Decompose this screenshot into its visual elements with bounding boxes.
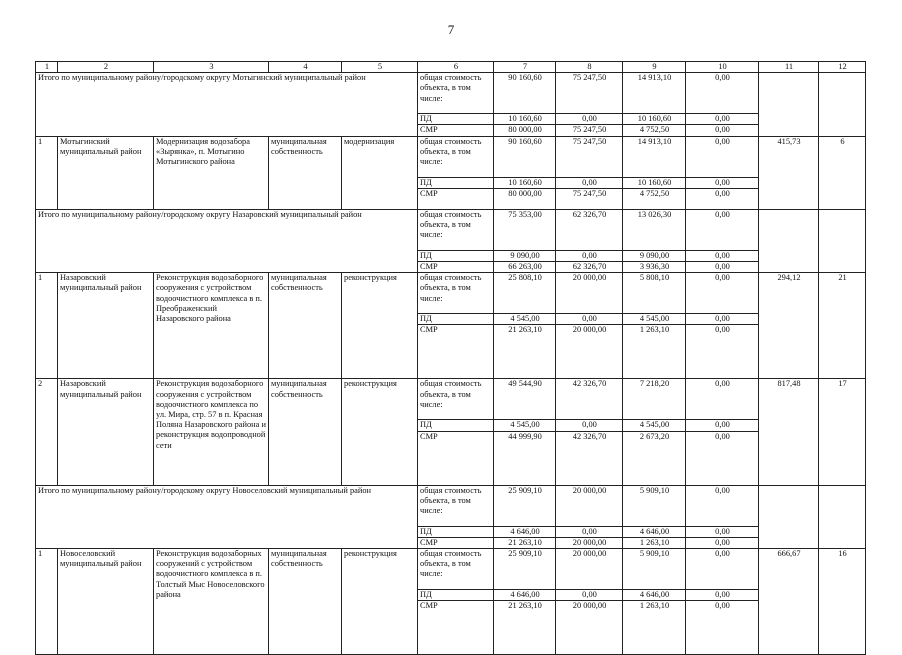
col12-cell: 17	[819, 379, 866, 485]
total-label: общая стоимость объекта, в том числе:	[418, 209, 494, 250]
value-cell: 20 000,00	[556, 485, 623, 526]
value-cell: 0,00	[686, 549, 759, 590]
empty-cell	[759, 209, 819, 272]
ownership-cell: муниципальная собственность	[269, 136, 342, 209]
value-cell: 10 160,60	[623, 177, 686, 188]
object-name-cell: Реконструкция водозаборного сооружения с устройством водоочистного комплекса в п. Преображенский Назаровского района	[154, 273, 269, 379]
item-number: 1	[36, 549, 58, 655]
value-cell: 0,00	[686, 485, 759, 526]
value-cell: 0,00	[686, 537, 759, 548]
investment-table	[35, 61, 866, 655]
value-cell: 9 090,00	[623, 250, 686, 261]
pd-label: ПД	[418, 114, 494, 125]
total-label: общая стоимость объекта, в том числе:	[418, 549, 494, 590]
value-cell: 75 247,50	[556, 188, 623, 209]
value-cell: 10 160,60	[494, 114, 556, 125]
value-cell: 0,00	[686, 188, 759, 209]
value-cell: 0,00	[556, 114, 623, 125]
district-cell: Мотыгинский муниципальный район	[58, 136, 154, 209]
pd-label: ПД	[418, 314, 494, 325]
pd-label: ПД	[418, 177, 494, 188]
object-name-cell: Реконструкция водозаборных сооружений с устройством водоочистного комплекса в п. Толстый Мыс Новоселовского района	[154, 549, 269, 655]
district-cell: Новоселовский муниципальный район	[58, 549, 154, 655]
value-cell: 25 909,10	[494, 485, 556, 526]
value-cell: 20 000,00	[556, 273, 623, 314]
value-cell: 4 646,00	[623, 526, 686, 537]
value-cell: 0,00	[686, 314, 759, 325]
value-cell: 4 752,50	[623, 125, 686, 136]
value-cell: 0,00	[556, 314, 623, 325]
smr-label: СМР	[418, 537, 494, 548]
value-cell: 44 999,90	[494, 431, 556, 485]
value-cell: 42 326,70	[556, 431, 623, 485]
value-cell: 62 326,70	[556, 262, 623, 273]
smr-label: СМР	[418, 601, 494, 655]
work-type-cell: реконструкция	[342, 549, 418, 655]
value-cell: 0,00	[686, 420, 759, 431]
value-cell: 0,00	[686, 325, 759, 379]
value-cell: 25 808,10	[494, 273, 556, 314]
value-cell: 9 090,00	[494, 250, 556, 261]
value-cell: 0,00	[556, 420, 623, 431]
value-cell: 0,00	[556, 590, 623, 601]
col11-cell: 666,67	[759, 549, 819, 655]
value-cell: 0,00	[686, 125, 759, 136]
value-cell: 0,00	[686, 209, 759, 250]
value-cell: 7 218,20	[623, 379, 686, 420]
pd-label: ПД	[418, 250, 494, 261]
group-title: Итого по муниципальному району/городскому округу Новоселовский муниципальный район	[36, 485, 418, 548]
value-cell: 4 646,00	[623, 590, 686, 601]
value-cell: 0,00	[686, 590, 759, 601]
smr-label: СМР	[418, 262, 494, 273]
value-cell: 10 160,60	[494, 177, 556, 188]
value-cell: 13 026,30	[623, 209, 686, 250]
district-cell: Назаровский муниципальный район	[58, 379, 154, 485]
value-cell: 80 000,00	[494, 188, 556, 209]
value-cell: 2 673,20	[623, 431, 686, 485]
value-cell: 0,00	[686, 73, 759, 114]
ownership-cell: муниципальная собственность	[269, 549, 342, 655]
value-cell: 0,00	[556, 250, 623, 261]
total-label: общая стоимость объекта, в том числе:	[418, 273, 494, 314]
value-cell: 14 913,10	[623, 136, 686, 177]
value-cell: 20 000,00	[556, 549, 623, 590]
empty-cell	[759, 73, 819, 136]
empty-cell	[759, 485, 819, 548]
group-title: Итого по муниципальному району/городскому округу Назаровский муниципальный район	[36, 209, 418, 272]
smr-label: СМР	[418, 325, 494, 379]
value-cell: 0,00	[686, 601, 759, 655]
value-cell: 3 936,30	[623, 262, 686, 273]
group-total-row	[36, 73, 866, 114]
value-cell: 4 545,00	[623, 314, 686, 325]
value-cell: 1 263,10	[623, 601, 686, 655]
value-cell: 0,00	[556, 177, 623, 188]
col12-cell: 6	[819, 136, 866, 209]
smr-label: СМР	[418, 431, 494, 485]
value-cell: 5 808,10	[623, 273, 686, 314]
work-type-cell: модернизация	[342, 136, 418, 209]
district-cell: Назаровский муниципальный район	[58, 273, 154, 379]
table-header-row	[36, 62, 866, 73]
col11-cell: 817,48	[759, 379, 819, 485]
table-row	[36, 549, 866, 590]
col11-cell: 294,12	[759, 273, 819, 379]
value-cell: 0,00	[686, 379, 759, 420]
value-cell: 42 326,70	[556, 379, 623, 420]
value-cell: 25 909,10	[494, 549, 556, 590]
value-cell: 0,00	[556, 526, 623, 537]
pd-label: ПД	[418, 420, 494, 431]
value-cell: 90 160,60	[494, 73, 556, 114]
value-cell: 49 544,90	[494, 379, 556, 420]
value-cell: 21 263,10	[494, 601, 556, 655]
value-cell: 75 353,00	[494, 209, 556, 250]
total-label: общая стоимость объекта, в том числе:	[418, 485, 494, 526]
object-name-cell: Модернизация водозабора «Зырянка», п. Мотыгино Мотыгинского района	[154, 136, 269, 209]
value-cell: 0,00	[686, 273, 759, 314]
column-header: 3	[154, 62, 269, 73]
col11-cell: 415,73	[759, 136, 819, 209]
value-cell: 75 247,50	[556, 73, 623, 114]
item-number: 1	[36, 273, 58, 379]
pd-label: ПД	[418, 590, 494, 601]
value-cell: 75 247,50	[556, 136, 623, 177]
column-header: 12	[819, 62, 866, 73]
value-cell: 1 263,10	[623, 537, 686, 548]
column-header: 4	[269, 62, 342, 73]
column-header: 5	[342, 62, 418, 73]
value-cell: 20 000,00	[556, 537, 623, 548]
column-header: 7	[494, 62, 556, 73]
value-cell: 4 646,00	[494, 526, 556, 537]
page-number: 7	[447, 22, 455, 37]
column-header: 10	[686, 62, 759, 73]
column-header: 2	[58, 62, 154, 73]
work-type-cell: реконструкция	[342, 379, 418, 485]
value-cell: 75 247,50	[556, 125, 623, 136]
value-cell: 10 160,60	[623, 114, 686, 125]
group-title: Итого по муниципальному району/городскому округу Мотыгинский муниципальный район	[36, 73, 418, 136]
total-label: общая стоимость объекта, в том числе:	[418, 379, 494, 420]
value-cell: 0,00	[686, 250, 759, 261]
value-cell: 14 913,10	[623, 73, 686, 114]
group-total-row	[36, 209, 866, 250]
smr-label: СМР	[418, 188, 494, 209]
column-header: 9	[623, 62, 686, 73]
column-header: 11	[759, 62, 819, 73]
item-number: 1	[36, 136, 58, 209]
column-header: 1	[36, 62, 58, 73]
value-cell: 5 909,10	[623, 485, 686, 526]
empty-cell	[819, 485, 866, 548]
table-row	[36, 273, 866, 314]
object-name-cell: Реконструкция водозаборного сооружения с устройством водоочистного комплекса по ул. Мира, стр. 57 в п. Красная Поляна Назаровского района и реконструкция водопроводной сети	[154, 379, 269, 485]
ownership-cell: муниципальная собственность	[269, 379, 342, 485]
table-row	[36, 136, 866, 177]
col12-cell: 16	[819, 549, 866, 655]
total-label: общая стоимость объекта, в том числе:	[418, 73, 494, 114]
value-cell: 0,00	[686, 526, 759, 537]
value-cell: 20 000,00	[556, 601, 623, 655]
value-cell: 21 263,10	[494, 325, 556, 379]
work-type-cell: реконструкция	[342, 273, 418, 379]
value-cell: 0,00	[686, 136, 759, 177]
col12-cell: 21	[819, 273, 866, 379]
value-cell: 66 263,00	[494, 262, 556, 273]
value-cell: 4 545,00	[494, 314, 556, 325]
value-cell: 4 545,00	[494, 420, 556, 431]
value-cell: 62 326,70	[556, 209, 623, 250]
empty-cell	[819, 73, 866, 136]
value-cell: 20 000,00	[556, 325, 623, 379]
value-cell: 0,00	[686, 262, 759, 273]
group-total-row	[36, 485, 866, 526]
column-header: 8	[556, 62, 623, 73]
value-cell: 90 160,60	[494, 136, 556, 177]
value-cell: 4 646,00	[494, 590, 556, 601]
empty-cell	[819, 209, 866, 272]
value-cell: 0,00	[686, 177, 759, 188]
value-cell: 0,00	[686, 114, 759, 125]
value-cell: 4 752,50	[623, 188, 686, 209]
total-label: общая стоимость объекта, в том числе:	[418, 136, 494, 177]
value-cell: 80 000,00	[494, 125, 556, 136]
item-number: 2	[36, 379, 58, 485]
pd-label: ПД	[418, 526, 494, 537]
value-cell: 21 263,10	[494, 537, 556, 548]
column-header: 6	[418, 62, 494, 73]
table-row	[36, 379, 866, 420]
value-cell: 0,00	[686, 431, 759, 485]
ownership-cell: муниципальная собственность	[269, 273, 342, 379]
value-cell: 4 545,00	[623, 420, 686, 431]
smr-label: СМР	[418, 125, 494, 136]
value-cell: 5 909,10	[623, 549, 686, 590]
value-cell: 1 263,10	[623, 325, 686, 379]
